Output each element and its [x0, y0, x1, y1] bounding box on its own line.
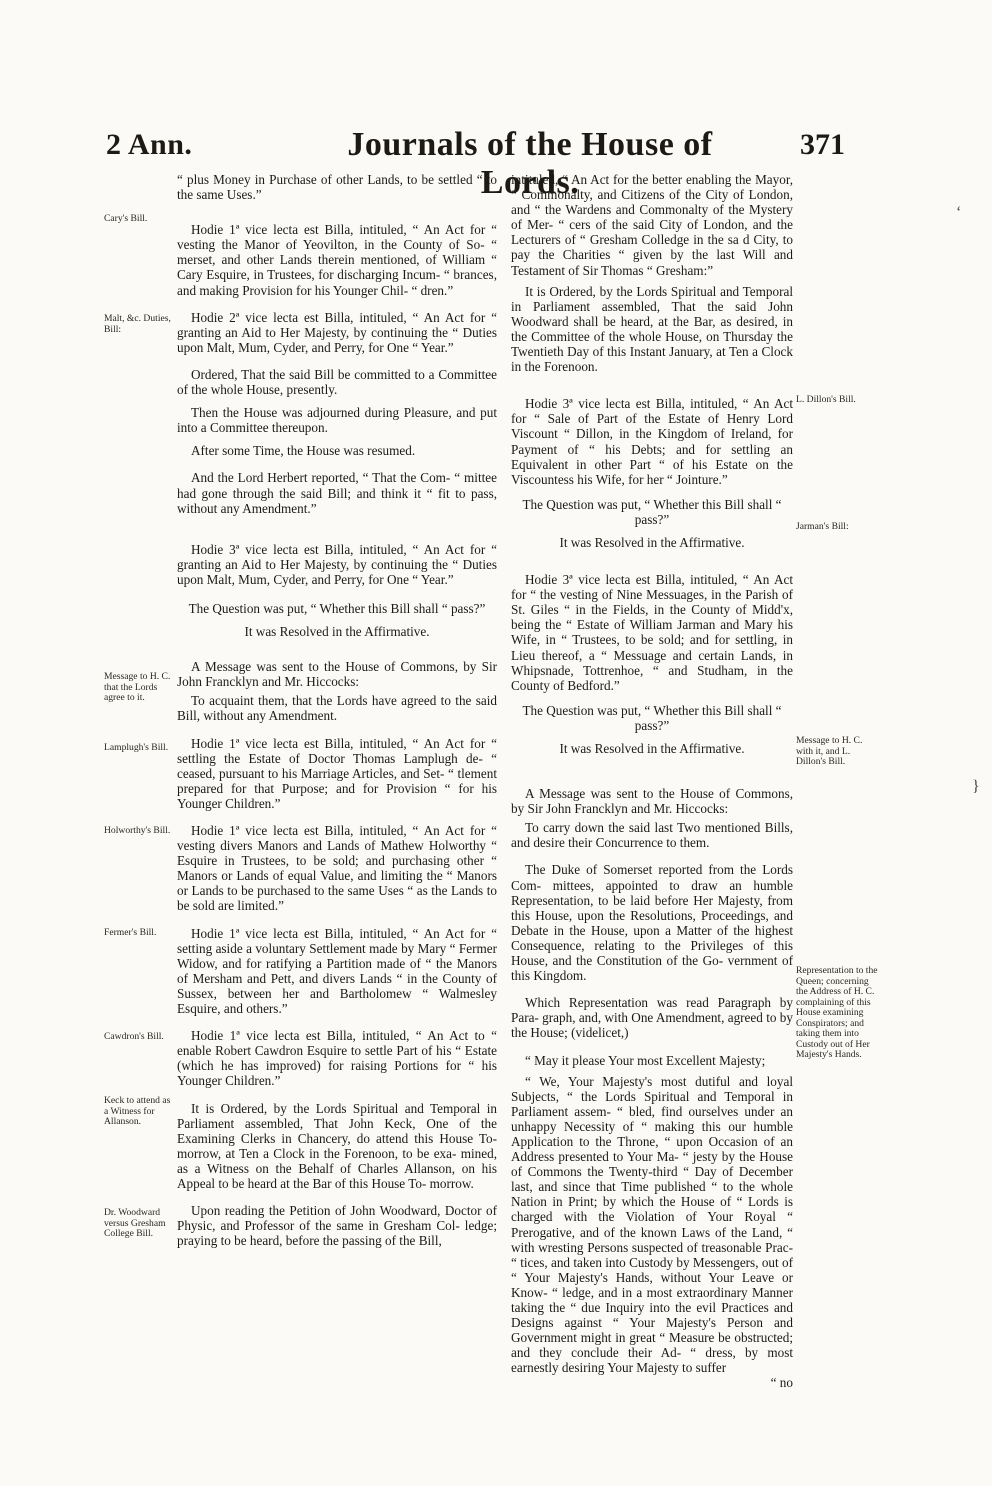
representation-text: “ We, Your Majesty's most dutiful and loyal Subjects, “ the Lords Spiritual and Temporal in Parliament assem- “ bled, find ourselves under an unhappy Necessity of “ making this our humble Application to the Throne, “ upon Occasion of an Address presented to Your Ma- “ jesty by the House of Commons the Twenty-third “ Day of December last, and since that Time published “ to the whole Nation in Print; by which the House of “ Lords is charged with the Violation of Your Royal “ Prerogative, and of the known Laws of the Land, “ with wresting Persons suspected of treasonable Prac- “ tices, and taken into Custody by Messengers, out of “ Your Majesty's Hands, without Your Leave or Know- “ ledge, and in a most extraordinary Manner taking the “ due Inquiry into the evil Practices and Designs against “ Your Majesty's Person and Government might in great “ Measure be obstructed; and they conclude their Ad- “ dress, by most earnestly desiring Your Majesty to suffer	[511, 1073, 793, 1376]
malt-bill-second-reading: Hodie 2ª vice lecta est Billa, intituled, “ An Act for “ granting an Aid to Her Majesty, by continuing the “ Duties upon Malt, Mum, Cyder, and Perry, for One “ Year.”	[177, 309, 497, 355]
left-column	[177, 172, 497, 1258]
margin-note-lamplugh: Lamplugh's Bill.	[104, 742, 169, 753]
carry-down-bills: To carry down the said last Two mentioned Bills, and desire their Concurrence to them.	[511, 820, 793, 851]
message-commons-2: A Message was sent to the House of Commons, by Sir John Francklyn and Mr. Hiccocks:	[511, 786, 793, 817]
page-title: Journals of the House of Lords.	[347, 126, 713, 201]
margin-note-jarman: Jarman's Bill:	[796, 521, 849, 532]
right-column	[511, 172, 793, 1391]
order-committee: Ordered, That the said Bill be committed to a Committee of the whole House, presently.	[177, 366, 497, 398]
margin-note-message-dillon: Message to H. C. with it, and L. Dillon's Bill.	[796, 735, 863, 767]
cawdron-bill-entry: Hodie 1ª vice lecta est Billa, intituled, “ An Act to “ enable Robert Cawdron Esquire to settle Part of his “ Estate (which he has improved) for raising Portions for “ his Younger Children.”	[177, 1028, 497, 1089]
gresham-bill-title: intituled, “ An Act for the better enabling the Mayor, “ Commonalty, and Citizens of the City of London, and “ the Wardens and Commonalty of the Mystery of Mer- “ cers of the said City of London, and the Lecturers of “ Gresham Colledge in the sa d City, to pay the Charities “ given by the last Will and Testament of Sir Thomas “ Gresham:”	[511, 172, 793, 278]
left-para-1: “ plus Money in Purchase of other Lands, to be settled “ to the same Uses.”	[177, 172, 497, 203]
resolved-affirmative-3: It was Resolved in the Affirmative.	[559, 741, 745, 756]
woodward-order: It is Ordered, by the Lords Spiritual and Temporal in Parliament assembled, That the said John Woodward shall be heard, at the Bar, as desired, in the Committee of the whole House, on Thursday the Twentieth Day of this Instant January, at Ten a Clock in the Forenoon.	[511, 283, 793, 375]
woodward-petition: Upon reading the Petition of John Woodward, Doctor of Physic, and Professor of the same in Gresham Col- ledge; praying to be heard, before the passing of the Bill,	[177, 1203, 497, 1249]
resolved-affirmative-2: It was Resolved in the Affirmative.	[559, 534, 745, 550]
dillon-bill-entry: Hodie 3ª vice lecta est Billa, intituled, “ An Act for “ Sale of Part of the Estate of Henry Lord Viscount “ Dillon, in the Kingdom of Ireland, for Payment of “ his Debts; and for settling an Equivalent in other Part “ of his Estate on the Viscountess his Wife, for her “ Jointure.”	[511, 396, 793, 487]
resolved-affirmative: It was Resolved in the Affirmative.	[244, 624, 430, 640]
question-put-2: The Question was put, “ Whether this Bill shall “ pass?”	[522, 496, 782, 527]
edge-mark-middle: }	[972, 778, 980, 795]
keck-order: It is Ordered, by the Lords Spiritual and Temporal in Parliament assembled, That John Keck, One of the Examining Clerks in Chancery, do attend this House To- morrow, at Ten a Clock in the Forenoon, to be exa- mined, as a Witness on the Behalf of Charles Allanson, on his Appeal to be heard at the Bar of this House To- morrow.	[177, 1100, 497, 1191]
margin-note-malt: Malt, &c. Duties, Bill:	[104, 313, 171, 335]
margin-note-cawdron: Cawdron's Bill.	[104, 1031, 164, 1042]
page-number: 371	[800, 128, 845, 161]
somerset-report: The Duke of Somerset reported from the Lords Com- mittees, appointed to draw an humble Representation, to be laid before Her Majesty, from this House, upon the Resolutions, Proceedings, and Debate in the House, upon a Matter of the highest Consequence, relating to the Privileges of this House, and the Constitution of the Go- vernment of this Kingdom.	[511, 862, 793, 984]
margin-note-message: Message to H. C. that the Lords agree to it.	[104, 671, 171, 703]
malt-bill-third-reading: Hodie 3ª vice lecta est Billa, intituled, “ An Act for “ granting an Aid to Her Majesty, by continuing the “ Duties upon Malt, Mum, Cyder, and Perry, for One “ Year.”	[177, 541, 497, 587]
margin-note-holworthy: Holworthy's Bill.	[104, 825, 171, 836]
catchword: “ no	[770, 1375, 793, 1391]
margin-note-dillon: L. Dillon's Bill.	[796, 394, 856, 405]
margin-note-representation: Representation to the Queen; concerning the Address of H. C. complaining of this House examining Conspirators; and taking them into Custody out of Her Majesty's Hands.	[796, 965, 878, 1060]
jarman-bill-entry: Hodie 3ª vice lecta est Billa, intituled, “ An Act for “ the vesting of Nine Messuages, in the Parish of St. Giles “ in the Fields, in the County of Midd'x, being the “ Estate of William Jarman and Mary his Wife, in “ Trustees, to be sold; and for settling, in Lieu thereof, a “ Messuage and certain Lands, in Whipsnade, Tottrenhoe, “ and Studham, in the County of Bedford.”	[511, 572, 793, 693]
margin-note-cary: Cary's Bill.	[104, 213, 148, 224]
message-commons: A Message was sent to the House of Commons, by Sir John Francklyn and Mr. Hiccocks:	[177, 659, 497, 690]
fermer-bill-entry: Hodie 1ª vice lecta est Billa, intituled, “ An Act for “ setting aside a voluntary Settlement made by Mary “ Fermer Widow, and for ratifying a Partition made of “ the Manors of Mersham and Pett, and divers Lands “ in the County of Sussex, between her and Bartholomew “ Walmesley Esquire, and others.”	[177, 925, 497, 1017]
holworthy-bill-entry: Hodie 1ª vice lecta est Billa, intituled, “ An Act for “ vesting divers Manors and Lands of Mathew Holworthy “ Esquire in Trustees, to be sold; and purchasing other “ Manors or Lands of equal Value, and limiting the “ Manors or Lands to be purchased to the same Uses “ as the Lands to be sold are limited.”	[177, 823, 497, 914]
herbert-report: And the Lord Herbert reported, “ That the Com- “ mittee had gone through the said Bill; and think it “ fit to pass, without any Amendment.”	[177, 470, 497, 516]
question-put-3: The Question was put, “ Whether this Bill shall “ pass?”	[522, 702, 782, 733]
acquaint-them: To acquaint them, that the Lords have agreed to the said Bill, without any Amendment.	[177, 693, 497, 724]
address-salutation: “ May it please Your most Excellent Majesty;	[525, 1052, 766, 1068]
representation-read: Which Representation was read Paragraph by Para- graph, and, with One Amendment, agreed to by the House; (videlicet,)	[511, 995, 793, 1041]
margin-note-fermer: Fermer's Bill.	[104, 927, 157, 938]
house-resumed: After some Time, the House was resumed.	[191, 443, 416, 459]
house-adjourned: Then the House was adjourned during Pleasure, and put into a Committee thereupon.	[177, 405, 497, 436]
regnal-year: 2 Ann.	[106, 128, 193, 161]
question-put: The Question was put, “ Whether this Bill shall “ pass?”	[188, 600, 486, 616]
margin-note-woodward: Dr. Woodward versus Gresham College Bill.	[104, 1207, 166, 1239]
margin-note-keck: Keck to attend as a Witness for Allanson.	[104, 1095, 171, 1127]
edge-mark-top: ‘	[956, 204, 962, 221]
cary-bill-entry: Hodie 1ª vice lecta est Billa, intituled, “ An Act for “ vesting the Manor of Yeovilton, in the County of So- “ merset, and other Lands therein mentioned, of William “ Cary Esquire, in Trustees, for discharging Incum- “ brances, and making Provision for his Younger Chil- “ dren.”	[177, 222, 497, 298]
lamplugh-bill-entry: Hodie 1ª vice lecta est Billa, intituled, “ An Act for “ settling the Estate of Doctor Thomas Lamplugh de- “ ceased, pursuant to his Marriage Articles, and Set- “ tlement prepared for that Purpose; and for Provision “ for his Younger Children.”	[177, 735, 497, 811]
